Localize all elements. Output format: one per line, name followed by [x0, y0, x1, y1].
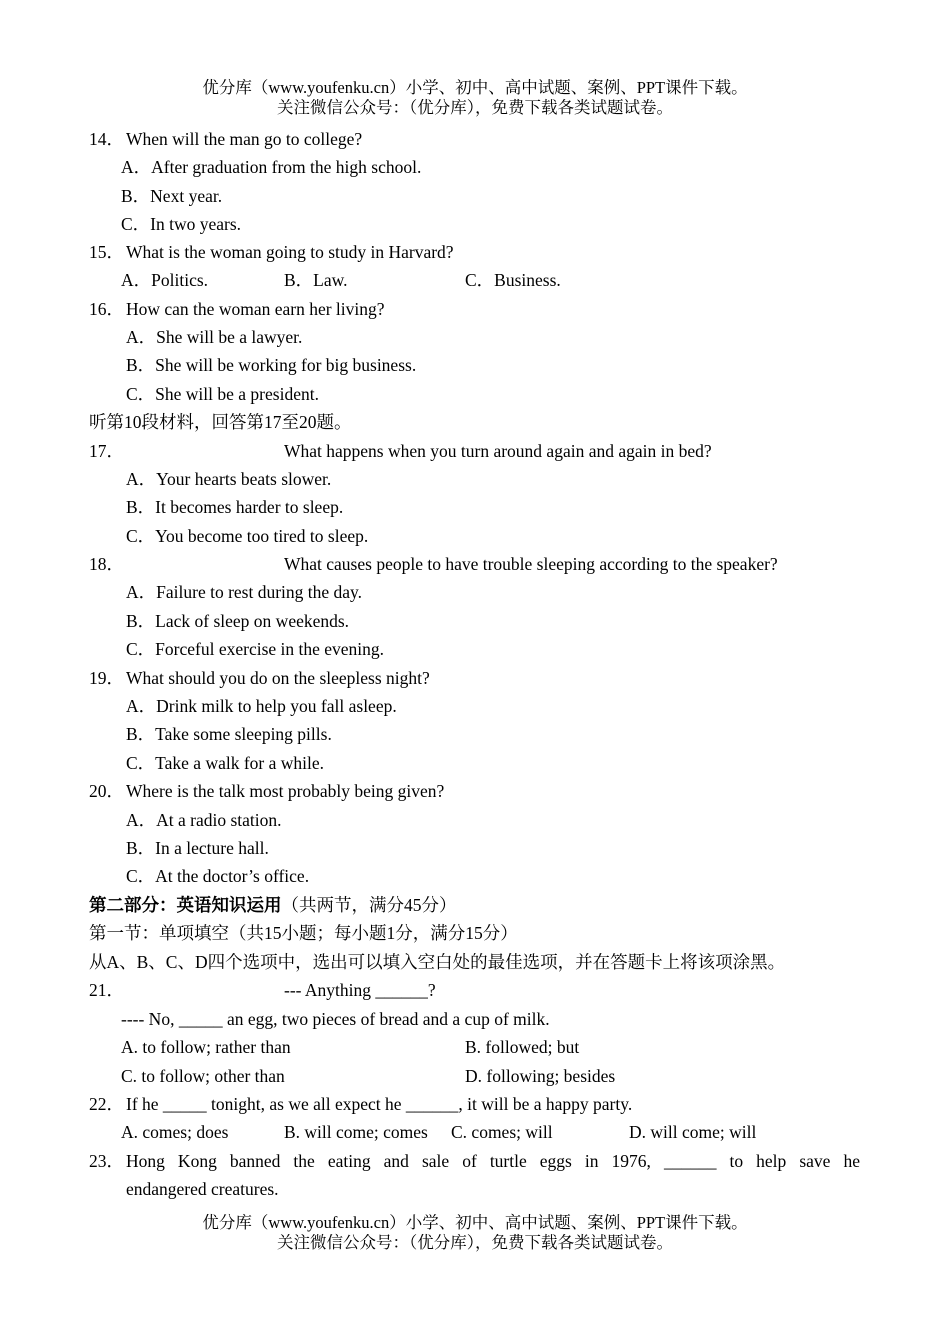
- question-22-option-c: C. comes; will: [451, 1122, 553, 1142]
- question-22-option-a: A. comes; does: [121, 1122, 229, 1142]
- question-16-text: How can the woman earn her living?: [126, 299, 385, 319]
- question-15-number: 15．: [89, 242, 124, 262]
- question-23-number: 23．: [89, 1151, 124, 1171]
- question-19-number: 19．: [89, 668, 124, 688]
- question-23-text-continued: endangered creatures.: [126, 1179, 279, 1199]
- question-17-option-a: A．Your hearts beats slower.: [126, 469, 332, 489]
- question-22-number: 22．: [89, 1094, 124, 1114]
- section-1-heading: 第一节：单项填空（共15小题；每小题1分，满分15分）: [89, 923, 518, 943]
- part-2-heading: [89, 894, 457, 916]
- question-16-option-c: C．She will be a president.: [126, 384, 319, 404]
- question-23: [89, 1147, 860, 1203]
- question-20-option-b: B．In a lecture hall.: [126, 838, 269, 858]
- question-20-number: 20．: [89, 781, 124, 801]
- question-14-number: 14．: [89, 129, 124, 149]
- question-21-option-d: D. following; besides: [465, 1066, 616, 1086]
- question-18-text: What causes people to have trouble sleeping according to the speaker?: [284, 554, 778, 574]
- question-21-number: 21．: [89, 980, 124, 1000]
- question-18-option-a: A．Failure to rest during the day.: [126, 582, 363, 602]
- question-19-option-b: B．Take some sleeping pills.: [126, 724, 332, 744]
- question-15-option-c: C．Business.: [465, 270, 561, 290]
- question-14-text: When will the man go to college?: [126, 129, 363, 149]
- question-15-option-b: B．Law.: [284, 270, 348, 290]
- question-16-number: 16．: [89, 299, 124, 319]
- question-17-option-c: C．You become too tired to sleep.: [126, 526, 369, 546]
- question-20-text: Where is the talk most probably being given?: [126, 781, 445, 801]
- question-19-option-a: A．Drink milk to help you fall asleep.: [126, 696, 397, 716]
- question-14-option-b: B．Next year.: [121, 186, 223, 206]
- question-21-option-b: B. followed; but: [465, 1037, 580, 1057]
- question-14-option-a: A．After graduation from the high school.: [121, 157, 422, 177]
- page-footer-line2: 关注微信公众号：（优分库），免费下载各类试题试卷。: [277, 1233, 673, 1252]
- question-18-option-b: B．Lack of sleep on weekends.: [126, 611, 350, 631]
- part-2-note: （共两节，满分45分）: [281, 895, 457, 915]
- question-15-option-a: A．Politics.: [121, 270, 209, 290]
- section-10-instruction: 听第10段材料，回答第17至20题。: [89, 412, 352, 432]
- question-18-option-c: C．Forceful exercise in the evening.: [126, 639, 385, 659]
- question-16-option-a: A．She will be a lawyer.: [126, 327, 303, 347]
- question-14-option-c: C．In two years.: [121, 214, 242, 234]
- question-17-text: What happens when you turn around again and again in bed?: [284, 441, 712, 461]
- question-22-option-b: B. will come; comes: [284, 1122, 428, 1142]
- question-16-option-b: B．She will be working for big business.: [126, 355, 417, 375]
- question-22-option-d: D. will come; will: [629, 1122, 757, 1142]
- question-22-text: If he _____ tonight, as we all expect he ______, it will be a happy party.: [126, 1094, 633, 1114]
- question-23-text: Hong Kong banned the eating and sale of turtle eggs in 1976, ______ to help save he: [126, 1151, 860, 1171]
- page-header-line1: 优分库（www.youfenku.cn）小学、初中、高中试题、案例、PPT课件下载。: [202, 78, 748, 97]
- page-header-line2: 关注微信公众号：（优分库），免费下载各类试题试卷。: [277, 98, 673, 117]
- page-footer-line1: 优分库（www.youfenku.cn）小学、初中、高中试题、案例、PPT课件下载。: [202, 1213, 748, 1232]
- question-20-option-a: A．At a radio station.: [126, 810, 282, 830]
- question-15-text: What is the woman going to study in Harvard?: [126, 242, 454, 262]
- question-17-number: 17．: [89, 441, 124, 461]
- section-1-instruction: 从A、B、C、D四个选项中，选出可以填入空白处的最佳选项，并在答题卡上将该项涂黑。: [89, 952, 786, 972]
- question-21-text: --- Anything ______?: [284, 980, 436, 1000]
- question-19-option-c: C．Take a walk for a while.: [126, 753, 325, 773]
- part-2-title: 第二部分：英语知识运用: [89, 895, 282, 915]
- question-21-reply: ---- No, _____ an egg, two pieces of bread and a cup of milk.: [121, 1009, 550, 1029]
- question-19-text: What should you do on the sleepless night?: [126, 668, 430, 688]
- question-18-number: 18．: [89, 554, 124, 574]
- question-21-option-a: A. to follow; rather than: [121, 1037, 291, 1057]
- question-17-option-b: B．It becomes harder to sleep.: [126, 497, 344, 517]
- question-20-option-c: C．At the doctor’s office.: [126, 866, 310, 886]
- question-21-option-c: C. to follow; other than: [121, 1066, 285, 1086]
